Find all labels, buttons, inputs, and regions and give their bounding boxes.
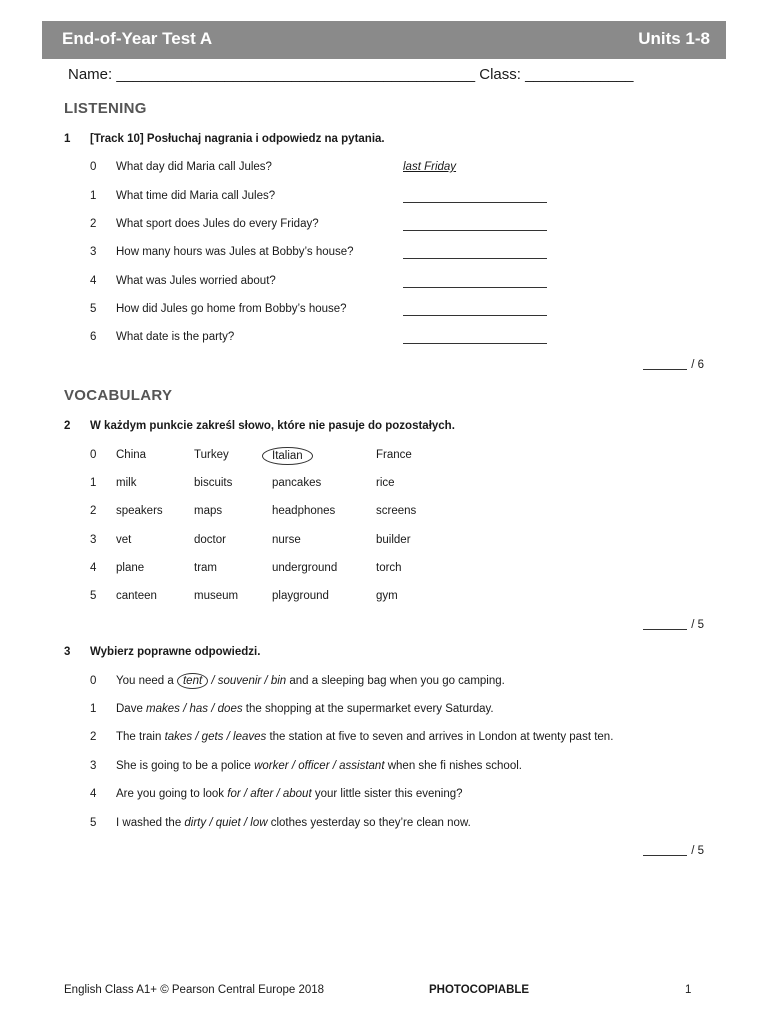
question-text: What date is the party? <box>116 331 235 343</box>
option[interactable]: has <box>189 703 209 715</box>
answer-blank[interactable] <box>403 287 547 288</box>
question-text: What was Jules worried about? <box>116 275 276 287</box>
section-heading-listening: LISTENING <box>64 100 147 117</box>
sentence-text: She is going to be a police <box>116 760 255 772</box>
separator: / <box>208 703 218 715</box>
option[interactable]: after <box>250 788 274 800</box>
option[interactable]: souvenir <box>217 675 262 687</box>
sentence-text: You need a <box>116 675 177 687</box>
score-box[interactable] <box>643 845 704 857</box>
option[interactable]: bin <box>270 675 287 687</box>
separator: / <box>206 817 216 829</box>
answer-blank[interactable] <box>403 230 547 231</box>
task-number: 1 <box>64 133 71 145</box>
item-number: 5 <box>90 303 97 315</box>
section-heading-vocabulary: VOCABULARY <box>64 387 173 404</box>
sentence-text: when she fi nishes school. <box>384 760 522 772</box>
word[interactable]: underground <box>272 562 338 574</box>
word[interactable]: France <box>376 449 412 461</box>
score-box[interactable] <box>643 359 704 371</box>
item-number: 3 <box>90 760 97 772</box>
word[interactable]: plane <box>116 562 145 574</box>
separator: / <box>240 788 251 800</box>
item-number: 4 <box>90 562 97 574</box>
header-bar <box>42 21 726 59</box>
sentence-text: the station at five to seven and arrives in London at twenty past ten. <box>266 731 614 743</box>
item-number: 0 <box>90 449 97 461</box>
sentence <box>116 817 471 829</box>
task-instruction: [Track 10] Posłuchaj nagrania i odpowiedz na pytania. <box>90 133 385 145</box>
example-answer: last Friday <box>403 161 457 173</box>
answer-blank[interactable] <box>403 315 547 316</box>
name-class-line[interactable]: Name: ___________________________________________ Class: _____________ <box>68 66 634 83</box>
word[interactable]: China <box>116 449 147 461</box>
score-total: / 5 <box>691 619 704 631</box>
word[interactable]: Turkey <box>194 449 229 461</box>
question-text: What day did Maria call Jules? <box>116 161 272 173</box>
option[interactable]: for <box>227 788 241 800</box>
sentence-text: I washed the <box>116 817 185 829</box>
word[interactable]: doctor <box>194 534 226 546</box>
sentence <box>116 675 505 687</box>
page-number: 1 <box>685 984 692 996</box>
score-blank[interactable] <box>643 855 687 856</box>
answer-blank[interactable] <box>403 202 547 203</box>
test-title: End-of-Year Test A <box>62 29 213 48</box>
item-number: 6 <box>90 331 97 343</box>
word[interactable]: milk <box>116 477 137 489</box>
item-number: 3 <box>90 534 97 546</box>
circled-word[interactable]: Italian <box>262 447 313 465</box>
word[interactable]: nurse <box>272 534 301 546</box>
sentence-text: the shopping at the supermarket every Saturday. <box>242 703 494 715</box>
item-number: 0 <box>90 675 97 687</box>
word[interactable]: vet <box>116 534 132 546</box>
task-instruction: W każdym punkcie zakreśl słowo, które nie pasuje do pozostałych. <box>90 420 455 432</box>
sentence <box>116 760 522 772</box>
option[interactable]: makes <box>146 703 180 715</box>
photocopiable-label: PHOTOCOPIABLE <box>429 984 530 996</box>
question-text: What sport does Jules do every Friday? <box>116 218 319 230</box>
word[interactable]: maps <box>194 505 223 517</box>
separator: / <box>288 760 299 772</box>
sentence <box>116 788 463 800</box>
item-number: 3 <box>90 246 97 258</box>
item-number: 2 <box>90 218 97 230</box>
item-number: 1 <box>90 477 97 489</box>
score-total: / 6 <box>691 359 704 371</box>
option[interactable]: gets <box>201 731 224 743</box>
word[interactable]: tram <box>194 562 217 574</box>
score-blank[interactable] <box>643 369 687 370</box>
item-number: 5 <box>90 817 97 829</box>
item-number: 0 <box>90 161 97 173</box>
sentence-text: your little sister this evening? <box>311 788 463 800</box>
answer-blank[interactable] <box>403 258 547 259</box>
word[interactable]: museum <box>194 590 239 602</box>
option[interactable]: does <box>217 703 243 715</box>
word[interactable]: builder <box>376 534 411 546</box>
score-box[interactable] <box>643 619 704 631</box>
item-number: 1 <box>90 190 97 202</box>
item-number: 1 <box>90 703 97 715</box>
separator: / <box>223 731 234 743</box>
word[interactable]: pancakes <box>272 477 322 489</box>
question-text: What time did Maria call Jules? <box>116 190 276 202</box>
option[interactable]: takes <box>164 731 193 743</box>
item-number: 2 <box>90 731 97 743</box>
question-text: How did Jules go home from Bobby’s house? <box>116 303 347 315</box>
option[interactable]: dirty <box>184 817 207 829</box>
separator: / <box>261 675 271 687</box>
score-total: / 5 <box>691 845 704 857</box>
option[interactable]: worker <box>254 760 289 772</box>
word[interactable]: biscuits <box>194 477 233 489</box>
sentence-text: Dave <box>116 703 147 715</box>
option[interactable]: about <box>282 788 312 800</box>
separator: / <box>192 731 202 743</box>
sentence-text: Are you going to look <box>116 788 228 800</box>
word[interactable]: screens <box>376 505 417 517</box>
answer-blank[interactable] <box>403 343 547 344</box>
task-number: 3 <box>64 646 71 658</box>
item-number: 5 <box>90 590 97 602</box>
sentence-text: clothes yesterday so they’re clean now. <box>267 817 471 829</box>
word[interactable]: playground <box>272 590 329 602</box>
separator: / <box>240 817 251 829</box>
sentence <box>116 731 613 743</box>
word[interactable]: torch <box>376 562 402 574</box>
option[interactable]: assistant <box>339 760 385 772</box>
option[interactable]: quiet <box>215 817 241 829</box>
score-blank[interactable] <box>643 629 687 630</box>
sentence-text: and a sleeping bag when you go camping. <box>286 675 505 687</box>
separator: / <box>208 675 218 687</box>
word[interactable]: canteen <box>116 590 157 602</box>
sentence <box>116 703 494 715</box>
word[interactable]: speakers <box>116 505 163 517</box>
option[interactable]: low <box>250 817 268 829</box>
task-instruction: Wybierz poprawne odpowiedzi. <box>90 646 261 658</box>
word[interactable]: gym <box>376 590 398 602</box>
copyright-footer: English Class A1+ © Pearson Central Europe 2018 <box>64 984 325 996</box>
sentence-text: The train <box>116 731 165 743</box>
item-number: 2 <box>90 505 97 517</box>
question-text: How many hours was Jules at Bobby’s house? <box>116 246 354 258</box>
item-number: 4 <box>90 788 97 800</box>
separator: / <box>179 703 190 715</box>
separator: / <box>273 788 283 800</box>
item-number: 4 <box>90 275 97 287</box>
separator: / <box>329 760 340 772</box>
circled-option[interactable]: tent <box>177 673 208 689</box>
option[interactable]: officer <box>298 760 330 772</box>
task-number: 2 <box>64 420 71 432</box>
units-label: Units 1-8 <box>638 29 710 48</box>
option[interactable]: leaves <box>233 731 267 743</box>
word[interactable]: rice <box>376 477 395 489</box>
word[interactable]: headphones <box>272 505 336 517</box>
